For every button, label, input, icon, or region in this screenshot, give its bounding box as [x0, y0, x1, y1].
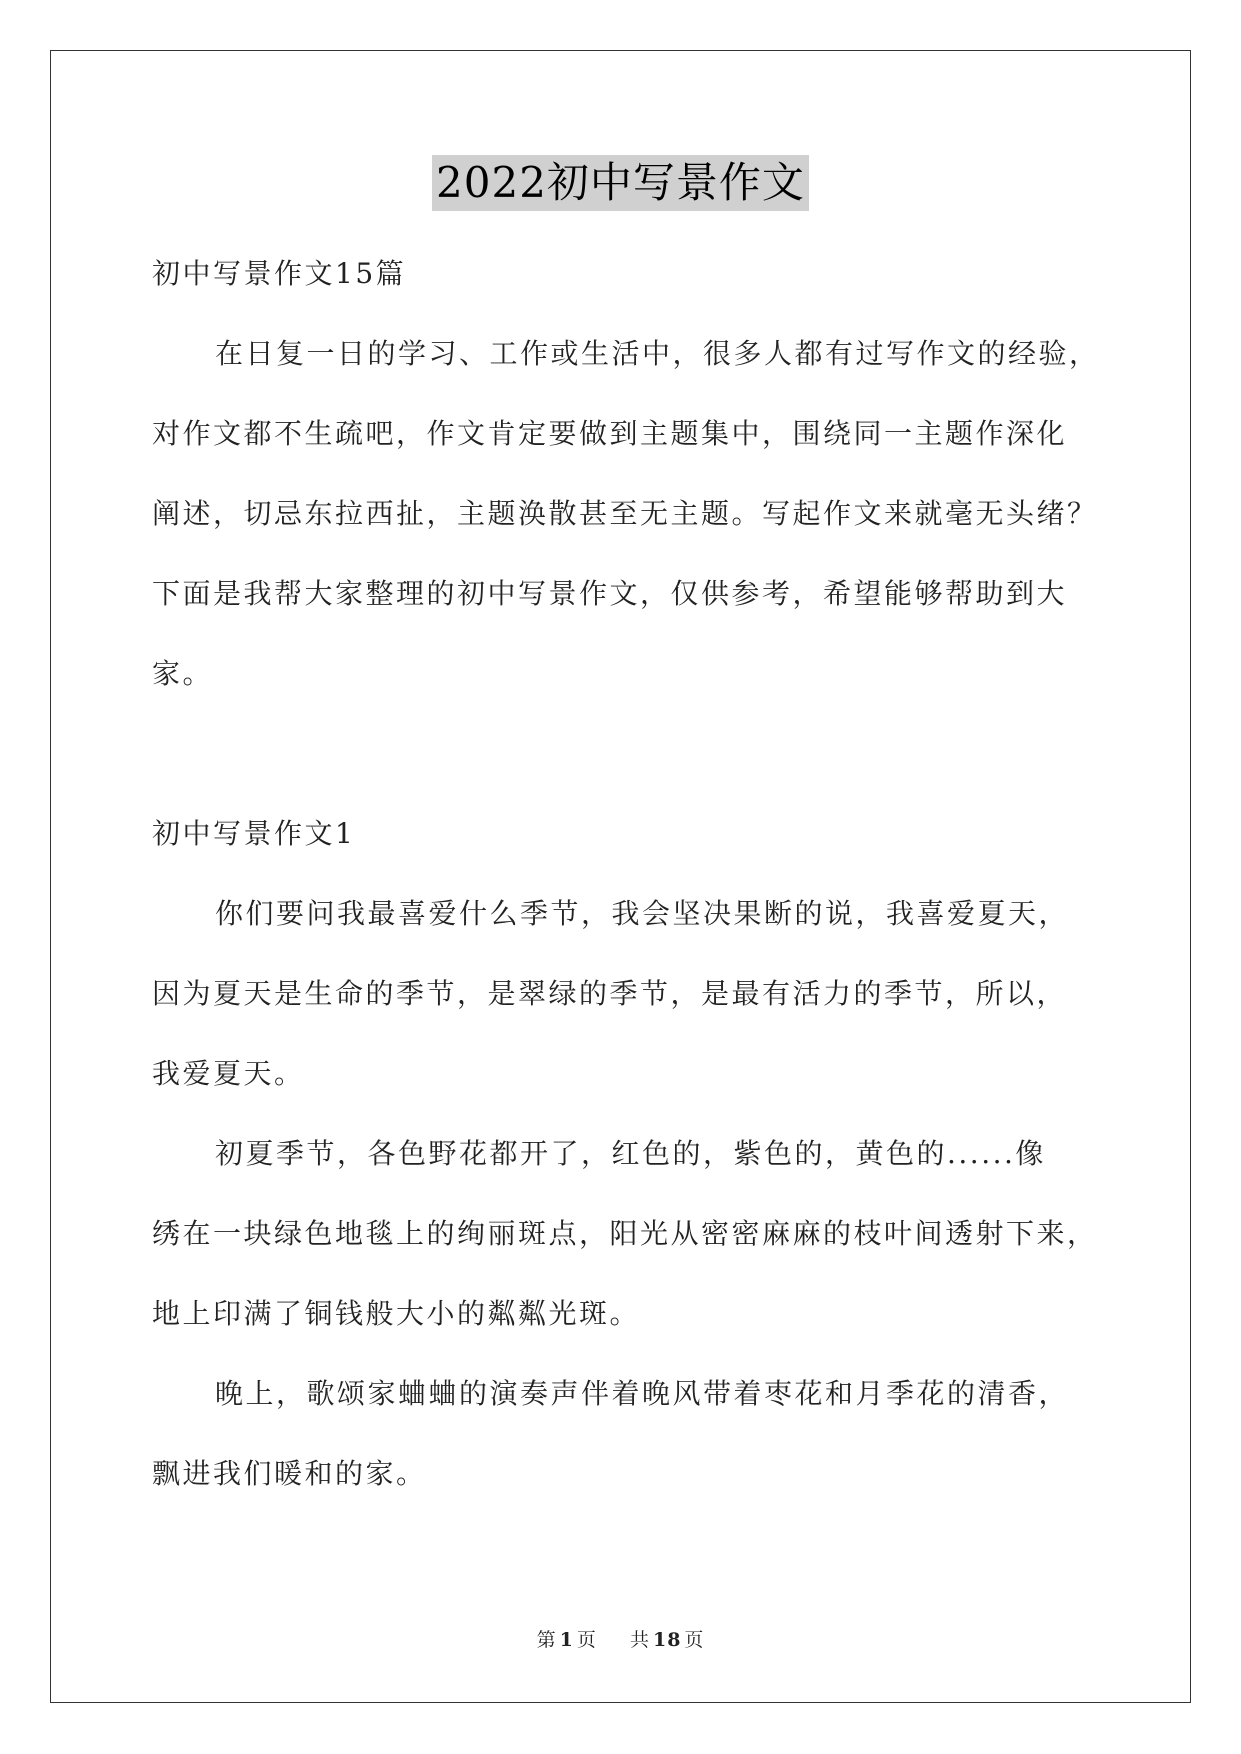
- total-pages-indicator: [627, 1629, 707, 1651]
- page-suffix: 页: [576, 1629, 597, 1651]
- intro-line: 阐述，切忌东拉西扯，主题涣散甚至无主题。写起作文来就毫无头绪？: [152, 497, 1098, 530]
- essay-heading: 初中写景作文1: [152, 817, 356, 850]
- total-prefix: 共: [629, 1629, 650, 1651]
- paragraph-line: 因为夏天是生命的季节，是翠绿的季节，是最有活力的季节，所以，: [152, 977, 1068, 1010]
- intro-line: 在日复一日的学习、工作或生活中，很多人都有过写作文的经验，: [215, 337, 1100, 370]
- page-indicator: [534, 1629, 600, 1651]
- document-body: [152, 234, 1112, 1514]
- subtitle: 初中写景作文15篇: [152, 257, 407, 290]
- total-suffix: 页: [684, 1629, 705, 1651]
- paragraph-line: 初夏季节，各色野花都开了，红色的，紫色的，黄色的......像: [215, 1137, 1046, 1170]
- paragraph-line: 你们要问我最喜爱什么季节，我会坚决果断的说，我喜爱夏天，: [215, 897, 1070, 930]
- title-container: [0, 155, 1241, 211]
- section-gap: [152, 714, 1112, 794]
- paragraph-line: 我爱夏天。: [152, 1057, 305, 1090]
- page-number: 1: [559, 1629, 574, 1651]
- paragraph-line: 地上印满了铜钱般大小的粼粼光斑。: [152, 1297, 641, 1330]
- intro-line: 对作文都不生疏吧，作文肯定要做到主题集中，围绕同一主题作深化: [152, 417, 1068, 450]
- paragraph-line: 晚上，歌颂家蛐蛐的演奏声伴着晚风带着枣花和月季花的清香，: [215, 1377, 1070, 1410]
- paragraph-line: 飘进我们暖和的家。: [152, 1457, 427, 1490]
- intro-line: 家。: [152, 657, 214, 690]
- intro-line: 下面是我帮大家整理的初中写景作文，仅供参考，希望能够帮助到大: [152, 577, 1068, 610]
- page-prefix: 第: [536, 1629, 557, 1651]
- paragraph-line: 绣在一块绿色地毯上的绚丽斑点，阳光从密密麻麻的枝叶间透射下来，: [152, 1217, 1098, 1250]
- total-pages: 18: [652, 1629, 682, 1651]
- document-title: 2022初中写景作文: [432, 155, 809, 211]
- page-footer: [0, 1625, 1241, 1652]
